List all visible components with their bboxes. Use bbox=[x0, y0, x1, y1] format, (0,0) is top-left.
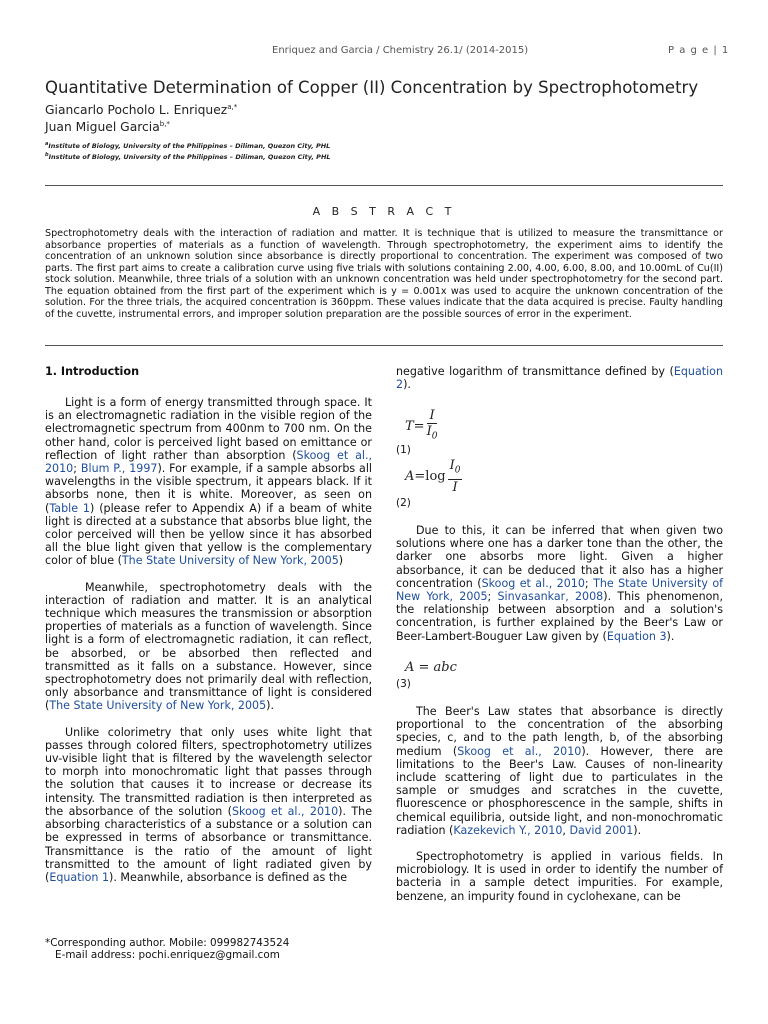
citation-link[interactable]: The State University of New York, 2005 bbox=[396, 576, 724, 604]
applications-paragraph: Spectrophotometry is applied in various fields. In microbiology. It is used in order to identify the number of bacteria in a sample detect impurities. For example, benzene, an impurity found in cyclohexane, can be bbox=[396, 850, 723, 903]
citation-link[interactable]: Sinvasankar, 2008 bbox=[497, 590, 604, 604]
paper-title: Quantitative Determination of Copper (II) Concentration by Spectrophotometry bbox=[45, 78, 699, 97]
equation-3-label: (3) bbox=[396, 678, 411, 690]
citation-link[interactable]: Blum P., 1997 bbox=[80, 462, 158, 476]
citation-link[interactable]: Skoog et al., 2010 bbox=[45, 448, 372, 476]
citation-link[interactable]: Kazekevich Y., 2010 bbox=[453, 823, 563, 837]
citation-link[interactable]: Skoog et al., 2010 bbox=[481, 576, 585, 590]
citation-link[interactable]: Skoog et al., 2010 bbox=[457, 744, 582, 758]
corresponding-author-note: *Corresponding author. Mobile: 099982743524 bbox=[45, 937, 290, 949]
equation-reference-link[interactable]: Equation 2 bbox=[396, 365, 723, 392]
email-note: E-mail address: pochi.enriquez@gmail.com bbox=[55, 949, 280, 961]
equation-reference-link[interactable]: Equation 3 bbox=[606, 629, 667, 643]
equation-2-label: (2) bbox=[396, 497, 411, 509]
page-number: P a g e | 1 bbox=[668, 45, 730, 56]
equation-reference-link[interactable]: Equation 1 bbox=[49, 870, 110, 884]
citation-link[interactable]: The State University of New York, 2005 bbox=[121, 554, 339, 568]
citation-link[interactable]: David 2001 bbox=[569, 823, 634, 837]
equation-1-label: (1) bbox=[396, 444, 411, 456]
section-heading-introduction: 1. Introduction bbox=[45, 365, 140, 378]
divider-top bbox=[45, 185, 723, 186]
beer-law-intro-paragraph: Due to this, it can be inferred that when given two solutions where one has a darker tone than the other, the darker one absorbs more light. Given a higher absorbance, it can be deduced that it also has a higher concentration (Skoog et al., 2010; The State University of New York, 2005; Sinvasankar, 2008). This phenomenon, the relationship between absorption and a solution's concentration, is further explained by the Beer's Law or Beer-Lambert-Bouguer Law given by (Equation 3). bbox=[396, 524, 724, 643]
equation-3: A = abc bbox=[405, 660, 457, 675]
table-reference-link[interactable]: Table 1 bbox=[49, 501, 90, 515]
running-header: Enriquez and Garcia / Chemistry 26.1/ (2014-2015) bbox=[272, 45, 529, 56]
citation-link[interactable]: The State University of New York, 2005 bbox=[49, 699, 267, 713]
right-column-body-1 bbox=[396, 524, 723, 643]
abstract-text: Spectrophotometry deals with the interaction of radiation and matter. It is technique that is utilized to measure the transmittance or absorbance properties of materials as a function of wavelength. Through spectrophotometry, the experiment aims to identify the concentration of an unknown solution since absorbance is directly proportional to concentration. The experiment was composed of two parts. The first part aims to create a calibration curve using five trials with solutions containing 2.00, 4.00, 6.00, 8.00, and 10.00mL of Cu(II) stock solution. Meanwhile, three trials of a solution with an unknown concentration was held under spectrophotometry for the second part. The equation obtained from the first part of the experiment which is y = 0.001x was used to acquire the unknown concentration of the solution. For the three trials, the acquired concentration is 360ppm. These values indicate that the data acquired is precise. Faulty handling of the cuvette, instrumental errors, and improper solution preparation are the possible sources of error in the experiment. bbox=[45, 228, 723, 320]
absorbance-definition: negative logarithm of transmittance defined by (Equation 2). bbox=[396, 365, 723, 392]
author-2: Juan Miguel Garcia$^{b,*}$ bbox=[45, 120, 170, 135]
citation-link[interactable]: Skoog et al., 2010 bbox=[232, 804, 339, 818]
author-1: Giancarlo Pocholo L. Enriquez$^{a,*}$ bbox=[45, 103, 238, 118]
intro-paragraph-2: Meanwhile, spectrophotometry deals with the interaction of radiation and matter. It is an analytical technique which measures the transmission or absorption properties of materials as a function of wavelength. Since light is a form of electromagnetic radiation, it can reflect, be absorbed, or be absorbed then reflected and transmitted as it falls on a substance. However, since spectrophotometry does not primarily deal with reflection, only absorbance and transmittance of light is considered (The State University of New York, 2005). bbox=[45, 580, 372, 713]
beer-law-paragraph: The Beer's Law states that absorbance is directly proportional to the concentration of the absorbing species, c, and to the path length, b, of the absorbing medium (Skoog et al., 2010). However, there are limitations to the Beer's Law. Causes of non-linearity include scattering of light due to particulates in the sample or smudges and scratches in the cuvette, fluorescence or phosphorescence in the sample, shifts in chemical equilibria, outside light, and non-monochromatic radiation (Kazekevich Y., 2010, David 2001). bbox=[396, 705, 724, 837]
equation-1: T= $\frac{I}{I_0}$ bbox=[405, 408, 438, 442]
abstract-heading: A B S T R A C T bbox=[312, 205, 456, 218]
divider-bottom bbox=[45, 345, 723, 346]
intro-paragraph-3: Unlike colorimetry that only uses white light that passes through colored filters, spectrophotometry utilizes uv-visible light that is filtered by the wavelength selector to morph into monochromatic light that passes through the solution that causes it to increase or decrease its intensity. The transmitted radiation is then interpreted as the absorbance of the solution (Skoog et al., 2010). The absorbing characteristics of a substance or a solution can be expressed in terms of absorbance or transmittance. Transmittance is the ratio of the amount of light transmitted to the amount of light radiated given by (Equation 1). Meanwhile, absorbance is defined as the bbox=[45, 725, 373, 884]
right-column-body-2 bbox=[396, 705, 723, 903]
right-column-leadin bbox=[396, 365, 723, 391]
affiliation-b: $^b$Institute of Biology, University of the Philippines – Diliman, Quezon City, PHL bbox=[45, 152, 331, 162]
intro-paragraph-1: Light is a form of energy transmitted through space. It is an electromagnetic radiation in the visible region of the electromagnetic spectrum from 400nm to 700 nm. On the other hand, color is perceived light based on emittance or reflection of light rather than absorption (Skoog et al., 2010; Blum P., 1997). For example, if a sample absorbs all wavelengths in the visible spectrum, it appears black. If it absorbs none, then it is white. Moreover, as seen on (Table 1) (please refer to Appendix A) if a beam of white light is directed at a substance that absorbs blue light, the color perceived will then be yellow since it has absorbed all the blue light given that yellow is the complementary color of blue (The State University of New York, 2005) bbox=[45, 396, 372, 568]
equation-2: A=log $\frac{I_0}{I}$ bbox=[405, 458, 461, 495]
affiliation-a: $^a$Institute of Biology, University of the Philippines – Diliman, Quezon City, PHL bbox=[45, 141, 331, 151]
left-column bbox=[45, 396, 372, 884]
